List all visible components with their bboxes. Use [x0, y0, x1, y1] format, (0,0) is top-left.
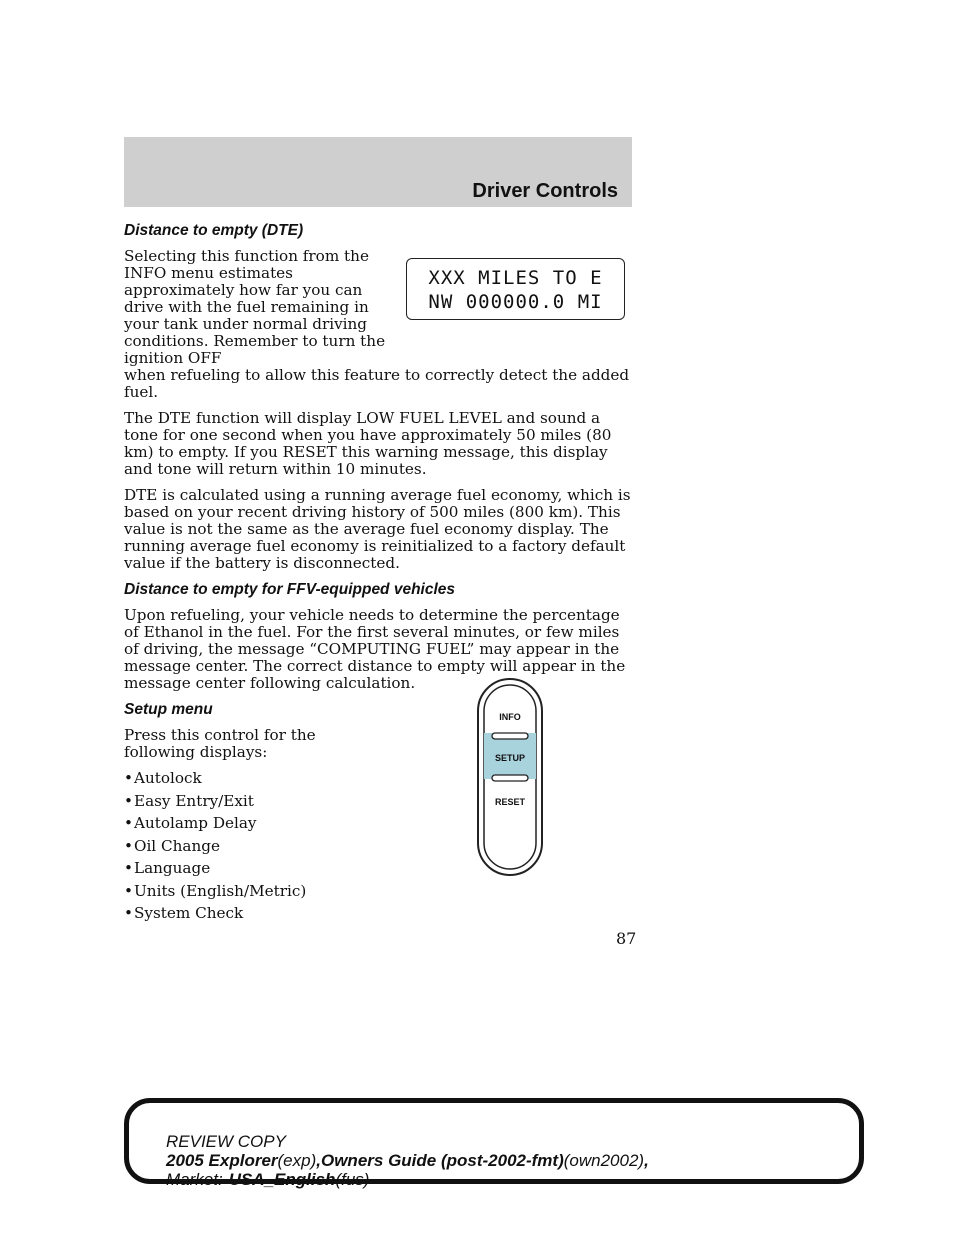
dte-display-line-1: XXX MILES TO E [428, 267, 603, 289]
list-item-text: Easy Entry/Exit [134, 791, 254, 810]
list-item-text: Oil Change [134, 836, 220, 855]
list-item-text: Language [134, 859, 211, 877]
bullet-icon: • [124, 904, 133, 922]
dte-paragraph-2: The DTE function will display LOW FUEL LEVEL and sound a tone for one second when you have approximately 50 miles (80 km) to empty. If you RESET this warning message, this display and tone will return within 10 minutes. [124, 409, 612, 478]
list-item [124, 770, 636, 787]
list-item-text: Units (English/Metric) [134, 881, 307, 900]
list-item [124, 793, 636, 810]
info-button-label: INFO [499, 712, 521, 722]
dte-paragraph-1-continued: when refueling to allow this feature to correctly detect the added fuel. [124, 366, 630, 401]
setup-paragraph-1: Press this control for the following displays: [124, 726, 316, 761]
section-title: Driver Controls [472, 180, 618, 202]
setup-heading: Setup menu [124, 701, 213, 718]
bullet-icon: • [124, 769, 133, 787]
market-code: (fus) [335, 1170, 370, 1189]
bullet-icon: • [124, 881, 133, 900]
list-item [124, 883, 636, 900]
list-item [124, 860, 636, 877]
list-item-text: Autolamp Delay [134, 814, 257, 832]
review-label: REVIEW COPY [166, 1132, 286, 1151]
divider-ridge-bottom [492, 775, 528, 781]
separator: , [316, 1151, 321, 1170]
dte-heading: Distance to empty (DTE) [124, 222, 304, 239]
list-item-text: Autolock [134, 769, 202, 787]
ffv-heading: Distance to empty for FFV-equipped vehicles [124, 581, 456, 598]
model-code: (exp) [277, 1151, 317, 1170]
dte-paragraph-1: Selecting this function from the INFO menu estimates approximately how far you can drive with the fuel remaining in your tank under normal driving conditions. Remember to turn the ignition OFF [124, 247, 386, 367]
bullet-icon: • [124, 836, 133, 855]
page-content [124, 222, 636, 928]
market-line [166, 1170, 649, 1189]
model-line [166, 1151, 649, 1170]
bullet-icon: • [124, 814, 133, 832]
setup-list [124, 770, 636, 922]
market-label: Market: [166, 1170, 223, 1189]
ffv-paragraph-1: Upon refueling, your vehicle needs to determine the percentage of Ethanol in the fuel. For the first several minutes, or few miles of driving, the message “COMPUTING FUEL” may appear in the message center. The correct distance to empty will appear in the message center following calculation. [124, 606, 626, 692]
list-item [124, 838, 636, 855]
list-item [124, 905, 636, 922]
guide-code: (own2002) [563, 1151, 645, 1170]
dte-paragraph-3: DTE is calculated using a running average fuel economy, which is based on your recent driving history of 500 miles (800 km). This value is not the same as the average fuel economy display. The running average fuel economy is reinitialized to a factory default value if the battery is disconnected. [124, 486, 631, 572]
review-copy-box [124, 1098, 864, 1189]
bullet-icon: • [124, 859, 133, 877]
model-name: 2005 Explorer [166, 1151, 278, 1170]
bullet-icon: • [124, 791, 133, 810]
market-name: USA_English [228, 1170, 336, 1189]
list-item-text: System Check [134, 904, 244, 922]
header-band [124, 137, 632, 207]
dte-display-line-2: NW 000000.0 MI [428, 291, 603, 313]
setup-control-illustration [476, 677, 544, 877]
reset-button-label: RESET [494, 797, 526, 807]
setup-button-label: SETUP [494, 753, 526, 763]
separator: , [644, 1151, 649, 1170]
guide-name: Owners Guide (post-2002-fmt) [320, 1151, 564, 1170]
page-number: 87 [616, 929, 637, 948]
divider-ridge-top [492, 733, 528, 739]
list-item [124, 815, 636, 832]
